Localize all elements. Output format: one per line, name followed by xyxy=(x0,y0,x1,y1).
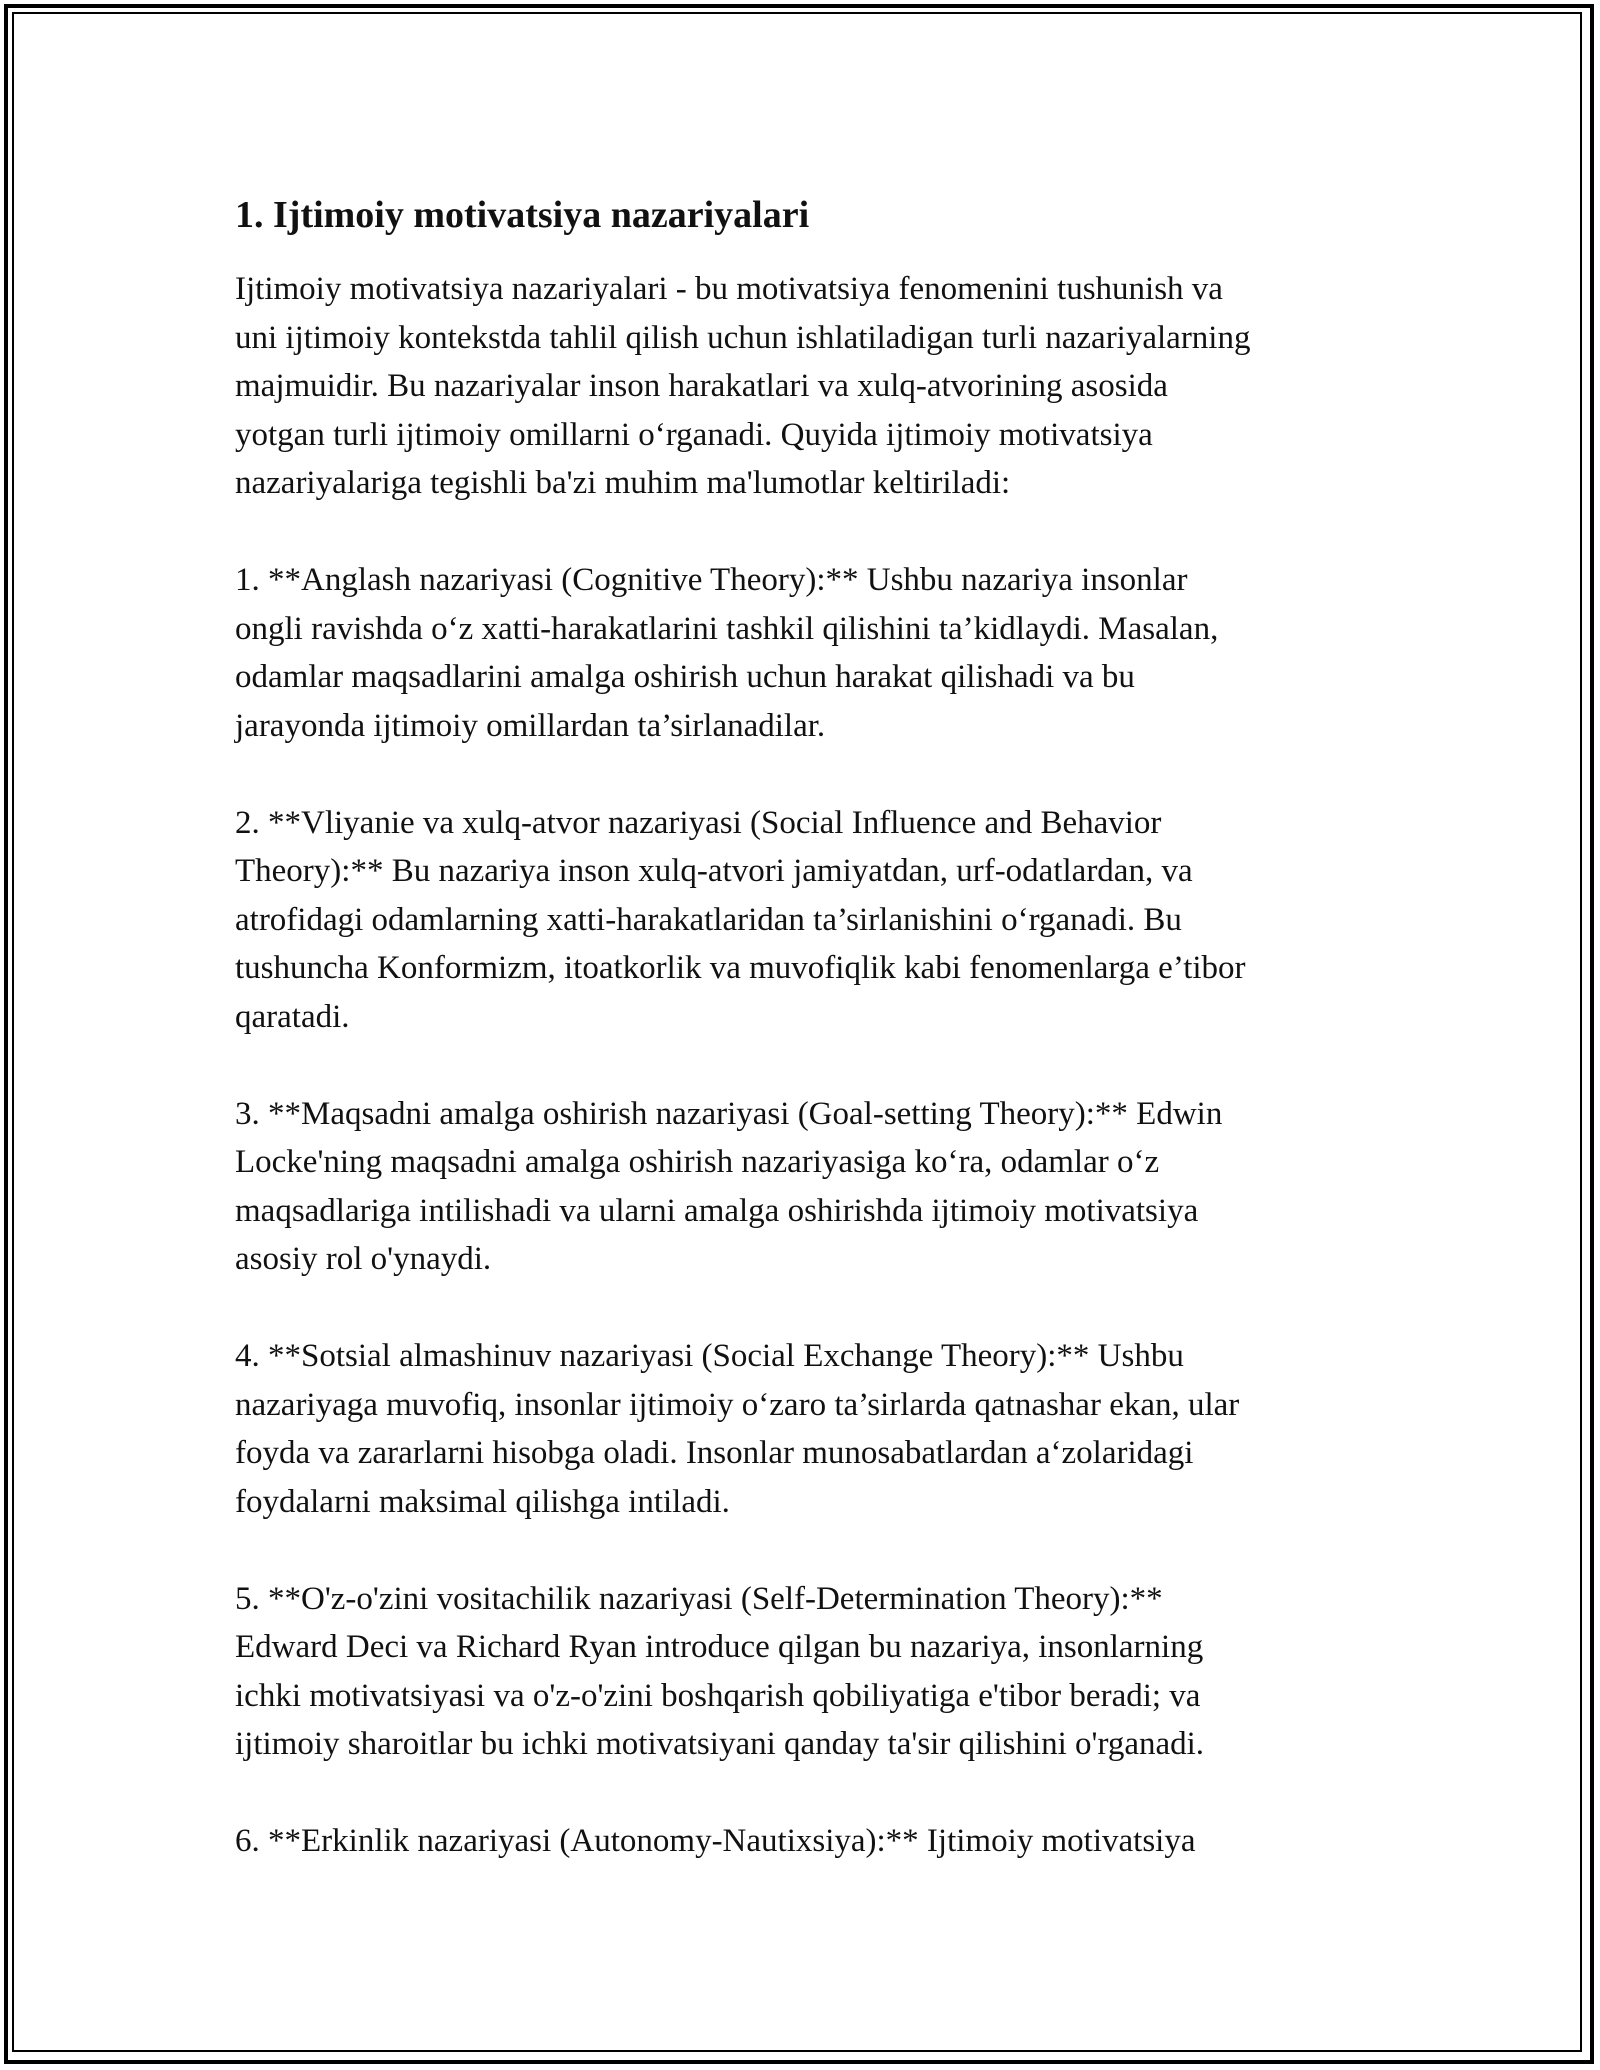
text-line: foydalarni maksimal qilishga intiladi. xyxy=(235,1483,730,1520)
text-line: Locke'ning maqsadni amalga oshirish nazariyasiga ko‘ra, odamlar o‘z xyxy=(235,1144,1160,1180)
text-line: Theory):** Bu nazariya inson xulq-atvori jamiyatdan, urf-odatlardan, va xyxy=(235,853,1193,889)
text-line: maqsadlariga intilishadi va ularni amalga oshirishda ijtimoiy motivatsiya xyxy=(235,1192,1199,1229)
text-line: majmuidir. Bu nazariyalar inson harakatlari va xulq-atvorining asosida xyxy=(235,368,1168,404)
text-line: ijtimoiy sharoitlar bu ichki motivatsiyani qanday ta'sir qilishini o'rganadi. xyxy=(235,1726,1205,1762)
text-line: tushuncha Konformizm, itoatkorlik va muvofiqlik kabi fenomenlarga e’tibor xyxy=(235,950,1246,986)
text-line: 5. **O'z-o'zini vositachilik nazariyasi (Self-Determination Theory):** xyxy=(235,1580,1163,1617)
paragraph-gap xyxy=(235,1284,1375,1333)
text-line: uni ijtimoiy kontekstda tahlil qilish uchun ishlatiladigan turli nazariyalarning xyxy=(235,319,1251,356)
paragraph-list xyxy=(235,265,1375,1866)
theory-item-2 xyxy=(235,799,1375,1042)
theory-item-5 xyxy=(235,1575,1375,1769)
section-heading: 1. Ijtimoiy motivatsiya nazariyalari xyxy=(235,194,810,236)
text-line: qaratadi. xyxy=(235,998,350,1035)
text-line: 2. **Vliyanie va xulq-atvor nazariyasi (Social Influence and Behavior xyxy=(235,804,1162,841)
paragraph-gap xyxy=(235,1769,1375,1818)
document-body xyxy=(235,185,1375,1866)
text-line: Edward Deci va Richard Ryan introduce qilgan bu nazariya, insonlarning xyxy=(235,1629,1204,1665)
text-line: atrofidagi odamlarning xatti-harakatlaridan ta’sirlanishini o‘rganadi. Bu xyxy=(235,901,1182,938)
theory-item-6 xyxy=(235,1817,1375,1866)
text-line: jarayonda ijtimoiy omillardan ta’sirlanadilar. xyxy=(235,707,826,744)
text-line: Ijtimoiy motivatsiya nazariyalari - bu motivatsiya fenomenini tushunish va xyxy=(235,271,1223,307)
text-line: ichki motivatsiyasi va o'z-o'zini boshqarish qobiliyatiga e'tibor beradi; va xyxy=(235,1677,1201,1714)
text-line: 3. **Maqsadni amalga oshirish nazariyasi (Goal-setting Theory):** Edwin xyxy=(235,1095,1223,1132)
paragraph-gap xyxy=(235,750,1375,799)
theory-item-4 xyxy=(235,1332,1375,1526)
text-line: 4. **Sotsial almashinuv nazariyasi (Social Exchange Theory):** Ushbu xyxy=(235,1338,1184,1374)
text-line: ongli ravishda o‘z xatti-harakatlarini tashkil qilishini ta’kidlaydi. Masalan, xyxy=(235,610,1219,647)
text-line: nazariyalariga tegishli ba'zi muhim ma'lumotlar keltiriladi: xyxy=(235,465,1011,501)
intro-paragraph xyxy=(235,265,1375,508)
paragraph-gap xyxy=(235,1041,1375,1090)
text-line: asosiy rol o'ynaydi. xyxy=(235,1241,492,1277)
paragraph-gap xyxy=(235,508,1375,557)
text-line: odamlar maqsadlarini amalga oshirish uchun harakat qilishadi va bu xyxy=(235,659,1135,695)
text-line: 6. **Erkinlik nazariyasi (Autonomy-Nautixsiya):** Ijtimoiy motivatsiya xyxy=(235,1823,1196,1859)
text-line: yotgan turli ijtimoiy omillarni o‘rganadi. Quyida ijtimoiy motivatsiya xyxy=(235,416,1153,453)
theory-item-3 xyxy=(235,1090,1375,1284)
theory-item-1 xyxy=(235,556,1375,750)
text-line: foyda va zararlarni hisobga oladi. Insonlar munosabatlardan a‘zolaridagi xyxy=(235,1435,1194,1471)
text-line: nazariyaga muvofiq, insonlar ijtimoiy o‘zaro ta’sirlarda qatnashar ekan, ular xyxy=(235,1386,1240,1423)
paragraph-gap xyxy=(235,1526,1375,1575)
text-line: 1. **Anglash nazariyasi (Cognitive Theory):** Ushbu nazariya insonlar xyxy=(235,562,1188,598)
